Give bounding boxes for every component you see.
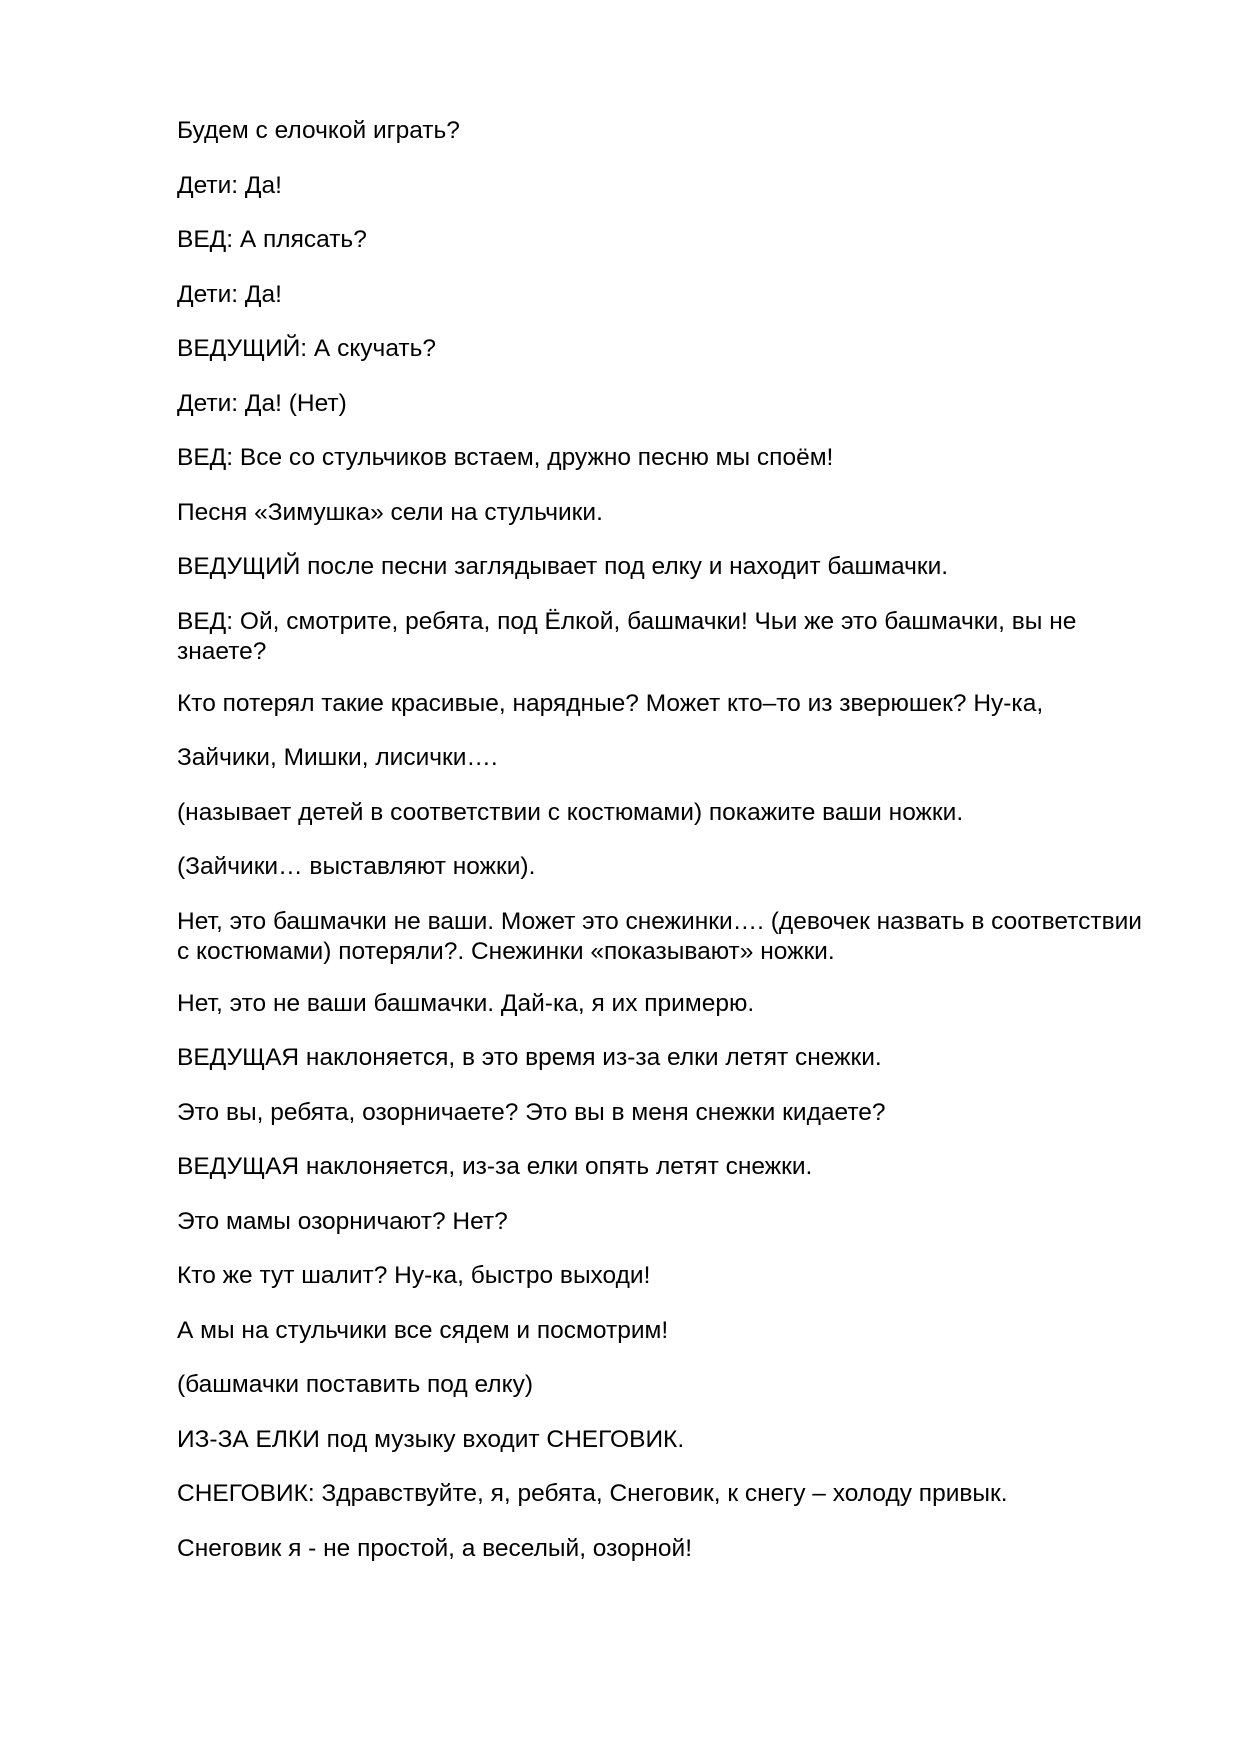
paragraph-5: ВЕДУЩИЙ: А скучать? bbox=[177, 335, 437, 362]
paragraph-15: Нет, это башмачки не ваши. Может это снежинки…. (девочек назвать в соответствии с костюмами) потеряли?. Снежинки «показывают» ножки. bbox=[177, 907, 1142, 965]
paragraph-9: ВЕДУЩИЙ после песни заглядывает под елку и находит башмачки. bbox=[177, 553, 949, 580]
paragraph-26: Снеговик я - не простой, а веселый, озорной! bbox=[177, 1534, 693, 1562]
script-text bbox=[177, 116, 1152, 1588]
paragraph-1: Будем с елочкой играть? bbox=[177, 117, 460, 144]
paragraph-16: Нет, это не ваши башмачки. Дай-ка, я их примерю. bbox=[177, 989, 755, 1017]
paragraph-11: Кто потерял такие красивые, нарядные? Может кто–то из зверюшек? Ну-ка, bbox=[177, 689, 1044, 717]
paragraph-6: Дети: Да! (Нет) bbox=[177, 389, 347, 417]
paragraph-24: ИЗ-ЗА ЕЛКИ под музыку входит СНЕГОВИК. bbox=[177, 1425, 685, 1453]
paragraph-21: Кто же тут шалит? Ну-ка, быстро выходи! bbox=[177, 1262, 651, 1289]
paragraph-20: Это мамы озорничают? Нет? bbox=[177, 1207, 508, 1235]
paragraph-4: Дети: Да! bbox=[177, 280, 282, 308]
paragraph-18: Это вы, ребята, озорничаете? Это вы в меня снежки кидаете? bbox=[177, 1098, 886, 1126]
paragraph-3: ВЕД: А плясать? bbox=[177, 226, 367, 253]
paragraph-17: ВЕДУЩАЯ наклоняется, в это время из-за елки летят снежки. bbox=[177, 1044, 882, 1071]
paragraph-14: (Зайчики… выставляют ножки). bbox=[177, 853, 536, 880]
paragraph-23: (башмачки поставить под елку) bbox=[177, 1371, 533, 1398]
paragraph-7: ВЕД: Все со стульчиков встаем, дружно песню мы споём! bbox=[177, 444, 834, 471]
paragraph-12: Зайчики, Мишки, лисички…. bbox=[177, 744, 498, 771]
paragraph-10: ВЕД: Ой, смотрите, ребята, под Ёлкой, башмачки! Чьи же это башмачки, вы не знаете? bbox=[177, 607, 1077, 665]
paragraph-19: ВЕДУЩАЯ наклоняется, из-за елки опять летят снежки. bbox=[177, 1153, 813, 1180]
paragraph-22: А мы на стульчики все сядем и посмотрим! bbox=[177, 1316, 669, 1344]
paragraph-2: Дети: Да! bbox=[177, 171, 282, 199]
paragraph-25: СНЕГОВИК: Здравствуйте, я, ребята, Снеговик, к снегу – холоду привык. bbox=[177, 1480, 1008, 1507]
paragraph-8: Песня «Зимушка» сели на стульчики. bbox=[177, 498, 603, 526]
paragraph-13: (называет детей в соответствии с костюмами) покажите ваши ножки. bbox=[177, 798, 964, 826]
